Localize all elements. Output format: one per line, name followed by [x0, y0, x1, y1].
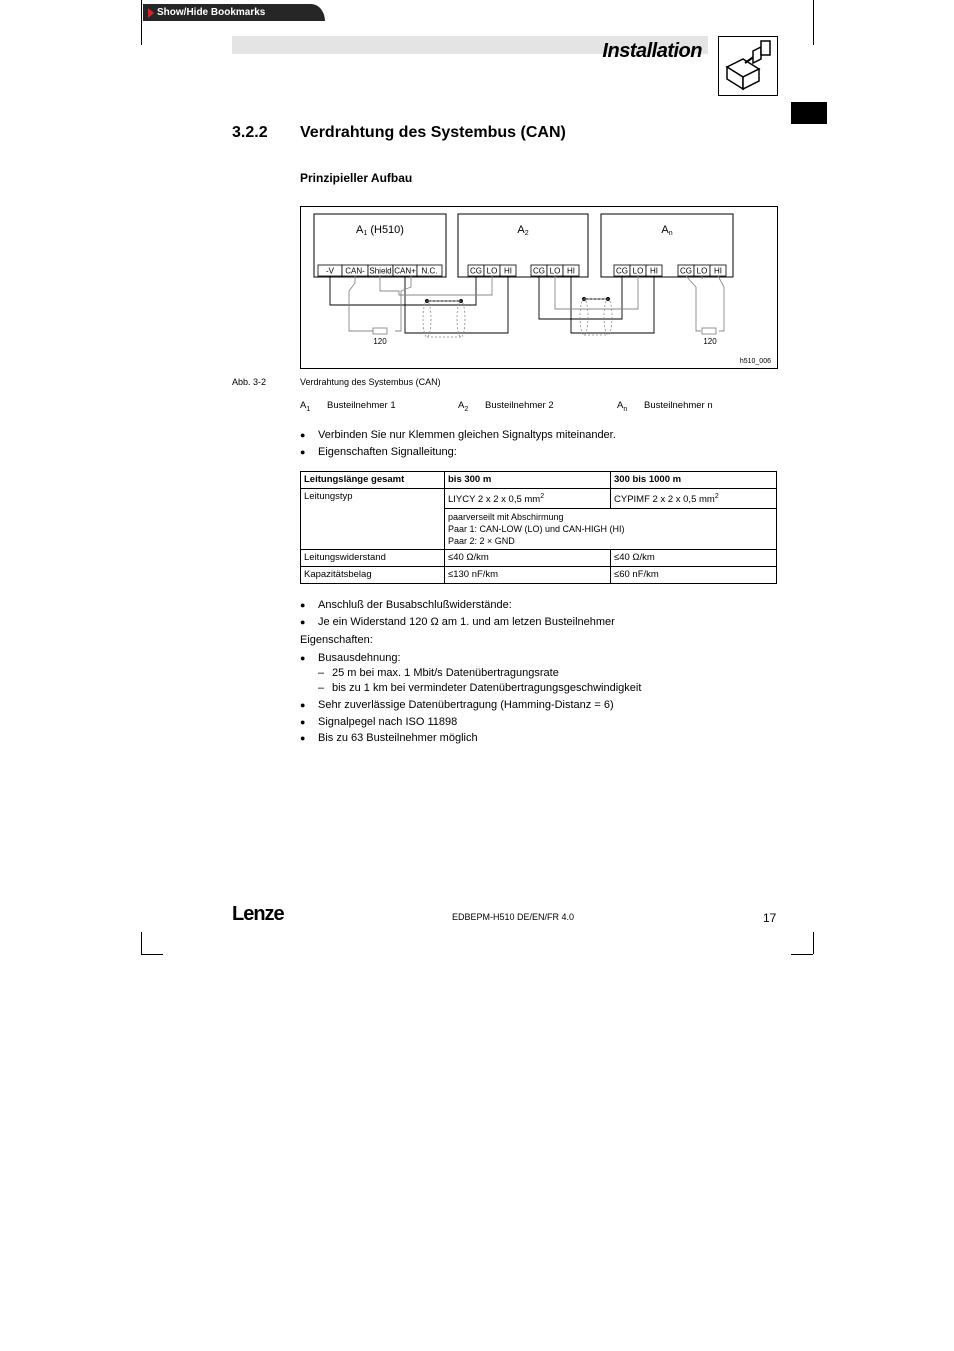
table-cell: ≤60 nF/km — [611, 567, 777, 584]
svg-text:CG: CG — [680, 266, 692, 276]
bookmark-tab-label: Show/Hide Bookmarks — [157, 7, 266, 18]
crop-mark — [813, 0, 814, 45]
wiring-diagram — [300, 206, 778, 369]
table-row — [301, 489, 777, 509]
table-header: bis 300 m — [445, 472, 611, 489]
legend-item: $A_1$ Busteilnehmer 1 — [300, 400, 396, 413]
svg-text:CG: CG — [616, 266, 628, 276]
page-number: 17 — [763, 911, 777, 925]
properties-label: Eigenschaften: — [300, 634, 373, 646]
table-cell: paarverseilt mit Abschirmung Paar 1: CAN-LOW (LO) und CAN-HIGH (HI) Paar 2: 2 × GND — [445, 509, 777, 550]
svg-text:HI: HI — [650, 266, 658, 276]
section-number: 3.2.2 — [232, 124, 268, 141]
svg-text:LO: LO — [696, 266, 708, 276]
figure-caption: Verdrahtung des Systembus (CAN) — [300, 377, 441, 387]
svg-text:LO: LO — [486, 266, 498, 276]
table-row — [301, 567, 777, 584]
module-label: A2 — [517, 224, 529, 237]
module-label: A1 (H510) — [356, 224, 404, 237]
figure-id: h510_006 — [739, 358, 771, 365]
section-title: Verdrahtung des Systembus (CAN) — [300, 124, 566, 141]
header-title: Installation — [602, 40, 702, 62]
svg-text:N.C.: N.C. — [421, 266, 438, 276]
svg-text:HI: HI — [567, 266, 575, 276]
chapter-marker — [791, 102, 827, 124]
legend-item: $A_n$ Busteilnehmer n — [617, 400, 713, 413]
svg-text:CAN+: CAN+ — [394, 266, 416, 276]
signal-cable-table — [300, 471, 777, 584]
legend-item: $A_2$ Busteilnehmer 2 — [458, 400, 554, 413]
table-header: Leitungslänge gesamt — [301, 472, 445, 489]
svg-text:Shield: Shield — [369, 266, 392, 276]
table-cell: ≤40 Ω/km — [445, 550, 611, 567]
subheading: Prinzipieller Aufbau — [300, 171, 413, 185]
svg-text:LO: LO — [549, 266, 561, 276]
terminal-strip — [318, 265, 442, 276]
triangle-right-icon — [148, 8, 154, 18]
table-cell: Kapazitätsbelag — [301, 567, 445, 584]
crop-mark — [141, 954, 163, 955]
table-cell: Leitungswiderstand — [301, 550, 445, 567]
table-cell: Leitungstyp — [301, 489, 445, 550]
table-header: 300 bis 1000 m — [611, 472, 777, 489]
resistor-label-right: 120 — [703, 337, 717, 346]
module-label: An — [661, 224, 673, 237]
svg-text:LO: LO — [632, 266, 644, 276]
table-row — [301, 472, 777, 489]
svg-text:CG: CG — [470, 266, 482, 276]
table-cell: LIYCY 2 x 2 x 0,5 $mm^2$ — [445, 489, 611, 509]
crop-mark — [813, 932, 814, 954]
crop-mark — [791, 954, 813, 955]
installation-box-icon — [718, 36, 778, 96]
document-id: EDBEPM-H510 DE/EN/FR 4.0 — [452, 912, 575, 922]
table-cell: ≤130 nF/km — [445, 567, 611, 584]
table-cell: ≤40 Ω/km — [611, 550, 777, 567]
show-hide-bookmarks-button[interactable] — [143, 4, 325, 21]
svg-text:CG: CG — [533, 266, 545, 276]
crop-mark — [141, 932, 142, 954]
figure-number: Abb. 3-2 — [232, 377, 267, 387]
svg-text:-V: -V — [326, 266, 334, 276]
svg-text:HI: HI — [504, 266, 512, 276]
svg-text:HI: HI — [714, 266, 722, 276]
lenze-logo: Lenze — [232, 903, 284, 925]
table-row — [301, 550, 777, 567]
resistor-label-left: 120 — [373, 337, 387, 346]
crop-mark — [141, 0, 142, 45]
svg-text:CAN-: CAN- — [345, 266, 365, 276]
table-cell: CYPIMF 2 x 2 x 0,5 $mm^2$ — [611, 489, 777, 509]
